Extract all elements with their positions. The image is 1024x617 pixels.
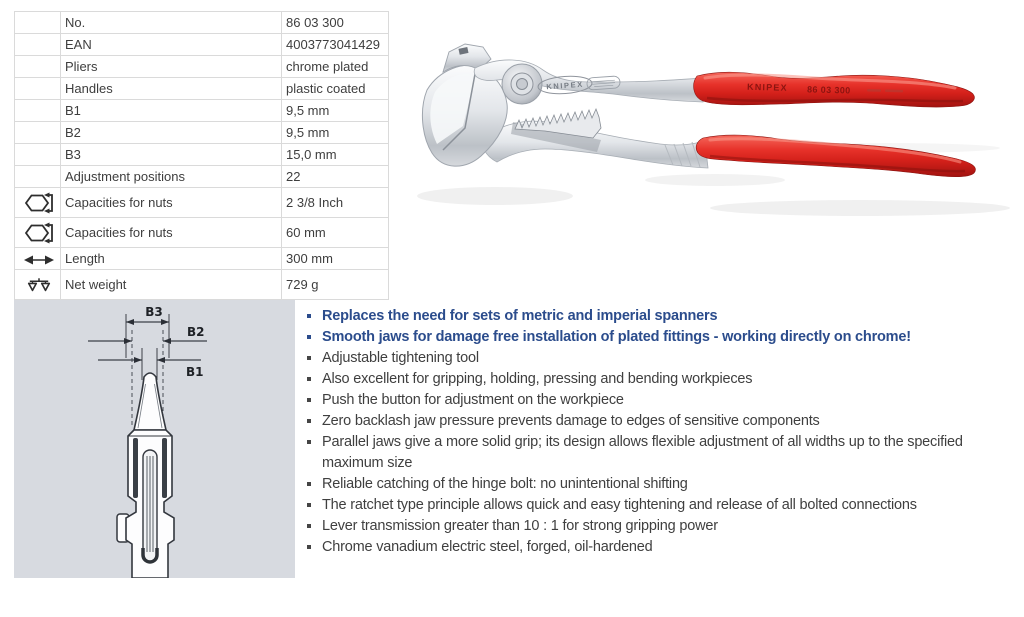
feature-text: Also excellent for gripping, holding, pressing and bending workpieces (322, 371, 753, 387)
icon-cell-empty (15, 56, 61, 78)
spec-value: 2 3/8 Inch (282, 188, 389, 218)
spec-label: Length (61, 248, 282, 270)
arrowhead (126, 319, 134, 325)
arrowhead (124, 338, 132, 344)
spec-label: B2 (61, 122, 282, 144)
feature-item (305, 537, 1017, 558)
table-row (15, 270, 389, 300)
feature-text: Parallel jaws give a more solid grip; its design allows flexible adjustment of all widths up to the specified maximum size (322, 434, 963, 471)
feature-item (305, 495, 1017, 516)
spec-value: 15,0 mm (282, 144, 389, 166)
feature-item (305, 474, 1017, 495)
feature-text: Reliable catching of the hinge bolt: no unintentional shifting (322, 476, 688, 492)
spec-label: B3 (61, 144, 282, 166)
spec-value: 22 (282, 166, 389, 188)
spec-label: B1 (61, 100, 282, 122)
icon-cell-empty (15, 100, 61, 122)
spec-value: 9,5 mm (282, 122, 389, 144)
bullet-square-icon (307, 314, 311, 318)
table-row (15, 188, 389, 218)
icon-cell-empty (15, 34, 61, 56)
feature-text: Chrome vanadium electric steel, forged, oil-hardened (322, 539, 653, 555)
feature-item (305, 390, 1017, 411)
table-row (15, 100, 389, 122)
feature-text: Zero backlash jaw pressure prevents damage to edges of sensitive components (322, 413, 820, 429)
feature-item (305, 348, 1017, 369)
dimension-diagram (14, 300, 295, 578)
arrowhead (134, 357, 142, 363)
bullet-square-icon (307, 440, 311, 444)
product-photo (415, 28, 1015, 233)
spec-label: EAN (61, 34, 282, 56)
table-row (15, 248, 389, 270)
model-marking-text: 86 03 300 (806, 84, 851, 96)
arrowhead (161, 319, 169, 325)
spec-label: Capacities for nuts (61, 218, 282, 248)
bullet-square-icon (307, 419, 311, 423)
spec-value: 4003773041429 (282, 34, 389, 56)
table-row (15, 34, 389, 56)
spec-value: 300 mm (282, 248, 389, 270)
hinge-center (517, 79, 528, 90)
table-row (15, 78, 389, 100)
feature-item (305, 516, 1017, 537)
spec-label: Adjustment positions (61, 166, 282, 188)
icon-cell-empty (15, 12, 61, 34)
spec-value: plastic coated (282, 78, 389, 100)
spec-value: 86 03 300 (282, 12, 389, 34)
bullet-square-icon (307, 482, 311, 486)
spec-label: Capacities for nuts (61, 188, 282, 218)
shadow (710, 200, 1010, 216)
spec-label: Net weight (61, 270, 282, 300)
bullet-square-icon (307, 335, 311, 339)
icon-cell-empty (15, 122, 61, 144)
shadow (417, 187, 573, 205)
spec-label: No. (61, 12, 282, 34)
b3-label: B3 (145, 305, 163, 319)
icon-cell-empty (15, 78, 61, 100)
b2-label: B2 (187, 325, 205, 339)
feature-item (305, 369, 1017, 390)
bullet-square-icon (307, 503, 311, 507)
feature-text: Smooth jaws for damage free installation of plated fittings - working directly on chrome! (322, 329, 911, 345)
length-arrow-icon (15, 248, 61, 270)
spec-label: Handles (61, 78, 282, 100)
shadow (645, 174, 785, 186)
bullet-square-icon (307, 524, 311, 528)
brand-marking-text: KNIPEX (746, 81, 788, 93)
hex-nut-icon (15, 188, 61, 218)
table-row (15, 56, 389, 78)
head-stamp-text: KNIPEX (546, 79, 585, 92)
spec-value: 9,5 mm (282, 100, 389, 122)
diagram-svg (14, 300, 295, 578)
table-row (15, 122, 389, 144)
icon-cell-empty (15, 166, 61, 188)
hex-nut-icon (15, 218, 61, 248)
feature-text: Push the button for adjustment on the workpiece (322, 392, 624, 408)
weight-scale-icon (15, 270, 61, 300)
arrowhead (163, 338, 171, 344)
b1-label: B1 (186, 365, 204, 379)
feature-item (305, 306, 1017, 327)
side-gap (162, 438, 167, 498)
spec-table-body (15, 12, 389, 300)
bullet-square-icon (307, 545, 311, 549)
spec-table (14, 11, 389, 300)
table-row (15, 166, 389, 188)
icon-cell-empty (15, 144, 61, 166)
features-list (305, 306, 1017, 558)
table-row (15, 12, 389, 34)
table-row (15, 144, 389, 166)
feature-text: Replaces the need for sets of metric and imperial spanners (322, 308, 718, 324)
pliers-image (415, 28, 1015, 233)
feature-item (305, 411, 1017, 432)
side-gap (133, 438, 138, 498)
feature-item (305, 327, 1017, 348)
feature-text: The ratchet type principle allows quick and easy tightening and release of all bolted connections (322, 497, 917, 513)
spec-value: 729 g (282, 270, 389, 300)
feature-item (305, 432, 1017, 474)
spec-value: chrome plated (282, 56, 389, 78)
bullet-square-icon (307, 356, 311, 360)
feature-text: Lever transmission greater than 10 : 1 for strong gripping power (322, 518, 718, 534)
bullet-square-icon (307, 398, 311, 402)
arrowhead (157, 357, 165, 363)
bullet-square-icon (307, 377, 311, 381)
spec-label: Pliers (61, 56, 282, 78)
table-row (15, 218, 389, 248)
feature-text: Adjustable tightening tool (322, 350, 479, 366)
spec-value: 60 mm (282, 218, 389, 248)
